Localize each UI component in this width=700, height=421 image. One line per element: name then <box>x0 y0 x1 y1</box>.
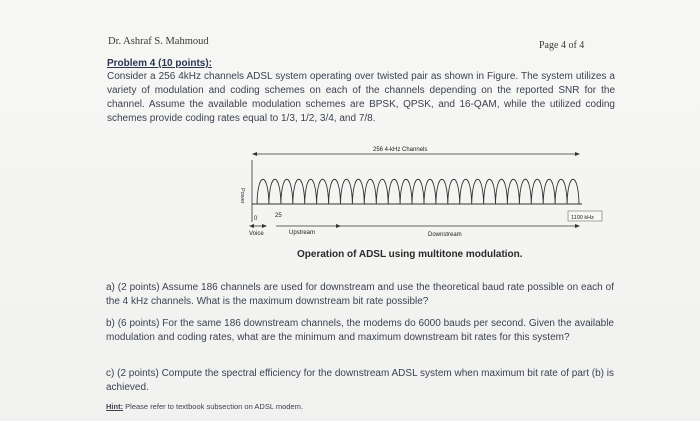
tick-25: 25 <box>275 213 282 219</box>
channels-label: 256 4-kHz Channels <box>373 147 428 153</box>
voice-arrow-left-icon <box>249 224 254 228</box>
y-axis-label: Power <box>239 188 245 204</box>
voice-arrow-right-icon <box>262 224 267 228</box>
hint-label: Hint: <box>106 402 124 411</box>
downstream-label: Downstream <box>428 232 462 238</box>
figure-caption: Operation of ADSL using multitone modulation. <box>297 249 523 260</box>
voice-label: Voice <box>249 231 264 237</box>
problem-intro: Consider a 256 4kHz channels ADSL system operating over twisted pair as shown in Figure. The system utilizes a variety of modulation and coding schemes on each of the channels depending on the reported SNR for the channel. Assume the available modulation schemes are BPSK, QPSK, and 16-QAM, while the utilized coding schemes provide coding rates equal to 1/3, 1/2, 3/4, and 7/8. <box>107 71 615 124</box>
channels-arrow-right-icon <box>575 152 580 156</box>
tick-0: 0 <box>254 216 258 222</box>
channel-humps <box>257 179 579 204</box>
hint-text: Please refer to textbook subsection on ADSL modem. <box>125 402 303 411</box>
downstream-arrow-right-icon <box>575 224 580 228</box>
question-a: a) (2 points) Assume 186 channels are used for downstream and use the theoretical baud rate possible on each of the 4 kHz channels. What is the maximum downstream bit rate possible? <box>106 282 614 307</box>
channels-arrow-left-icon <box>252 152 257 156</box>
question-c: c) (2 points) Compute the spectral efficiency for the downstream ADSL system when maximum bit rate of part (b) is achieved. <box>106 368 614 393</box>
problem-title: Problem 4 (10 points): <box>107 58 213 69</box>
hint <box>106 402 303 411</box>
author-name: Dr. Ashraf S. Mahmoud <box>108 36 209 47</box>
page-number: Page 4 of 4 <box>539 40 585 51</box>
upstream-label: Upstream <box>289 230 316 236</box>
tick-max: 1100 kHz <box>571 215 594 221</box>
question-b: b) (6 points) For the same 186 downstream channels, the modems do 6000 bauds per second. Given the available modulation and coding rates, what are the minimum and maximum downstream bit rates for this system? <box>106 318 614 343</box>
